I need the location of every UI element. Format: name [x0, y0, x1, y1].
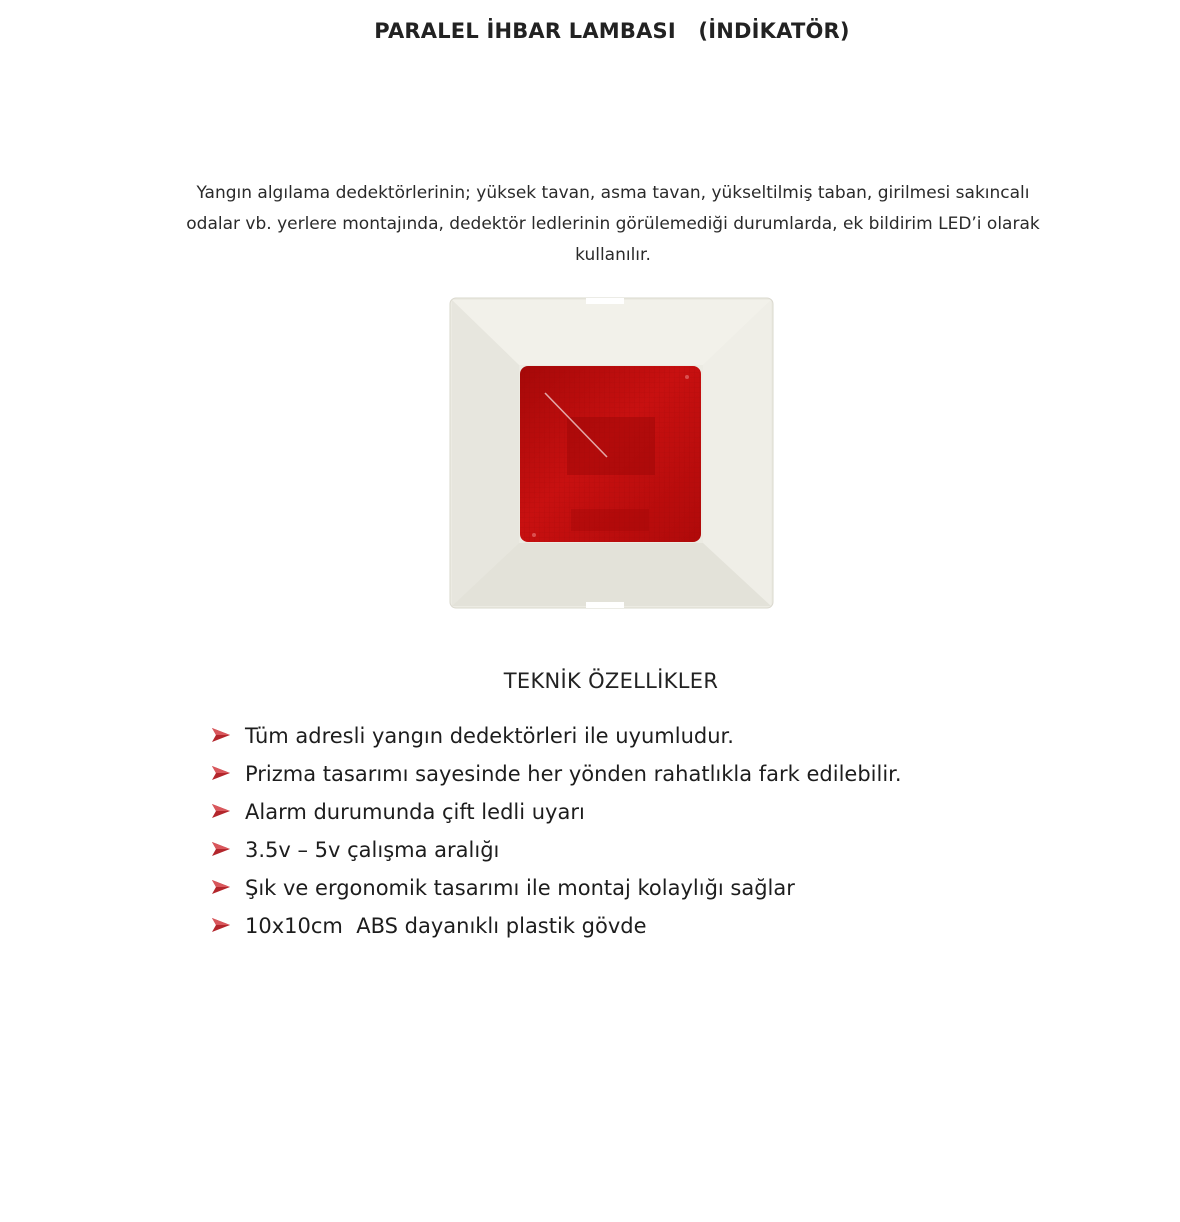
- arrow-bullet-icon: [212, 841, 230, 857]
- feature-text: Alarm durumunda çift ledli uyarı: [245, 800, 585, 824]
- arrow-bullet-icon: [212, 879, 230, 895]
- list-item: [212, 831, 500, 869]
- document-title: PARALEL İHBAR LAMBASI (İNDİKATÖR): [374, 19, 850, 43]
- section-title: TEKNİK ÖZELLİKLER: [503, 669, 719, 693]
- intro-line: odalar vb. yerlere montajında, dedektör ledlerinin görülemediği durumlarda, ek bildirim LED’i olarak: [186, 214, 1040, 234]
- list-item: [212, 907, 647, 945]
- list-item: [212, 793, 585, 831]
- list-item: [212, 717, 734, 755]
- arrow-bullet-icon: [212, 917, 230, 933]
- feature-text: Prizma tasarımı sayesinde her yönden rahatlıkla fark edilebilir.: [245, 762, 902, 786]
- intro-line: kullanılır.: [575, 245, 651, 265]
- list-item: [212, 755, 902, 793]
- intro-line: Yangın algılama dedektörlerinin; yüksek tavan, asma tavan, yükseltilmiş taban, girilmesi sakıncalı: [196, 183, 1030, 203]
- arrow-bullet-icon: [212, 727, 230, 743]
- arrow-bullet-icon: [212, 765, 230, 781]
- list-item: [212, 869, 795, 907]
- feature-text: 3.5v – 5v çalışma aralığı: [245, 838, 500, 862]
- bottom-notch: [586, 602, 624, 608]
- intro-paragraph: [148, 178, 1078, 271]
- top-notch: [586, 298, 624, 304]
- indicator-lamp-photo: [449, 297, 774, 609]
- feature-text: Şık ve ergonomik tasarımı ile montaj kolaylığı sağlar: [245, 876, 795, 900]
- feature-text: 10x10cm ABS dayanıklı plastik gövde: [245, 914, 647, 938]
- feature-text: Tüm adresli yangın dedektörleri ile uyumludur.: [245, 724, 734, 748]
- arrow-bullet-icon: [212, 803, 230, 819]
- feature-list: [212, 717, 902, 945]
